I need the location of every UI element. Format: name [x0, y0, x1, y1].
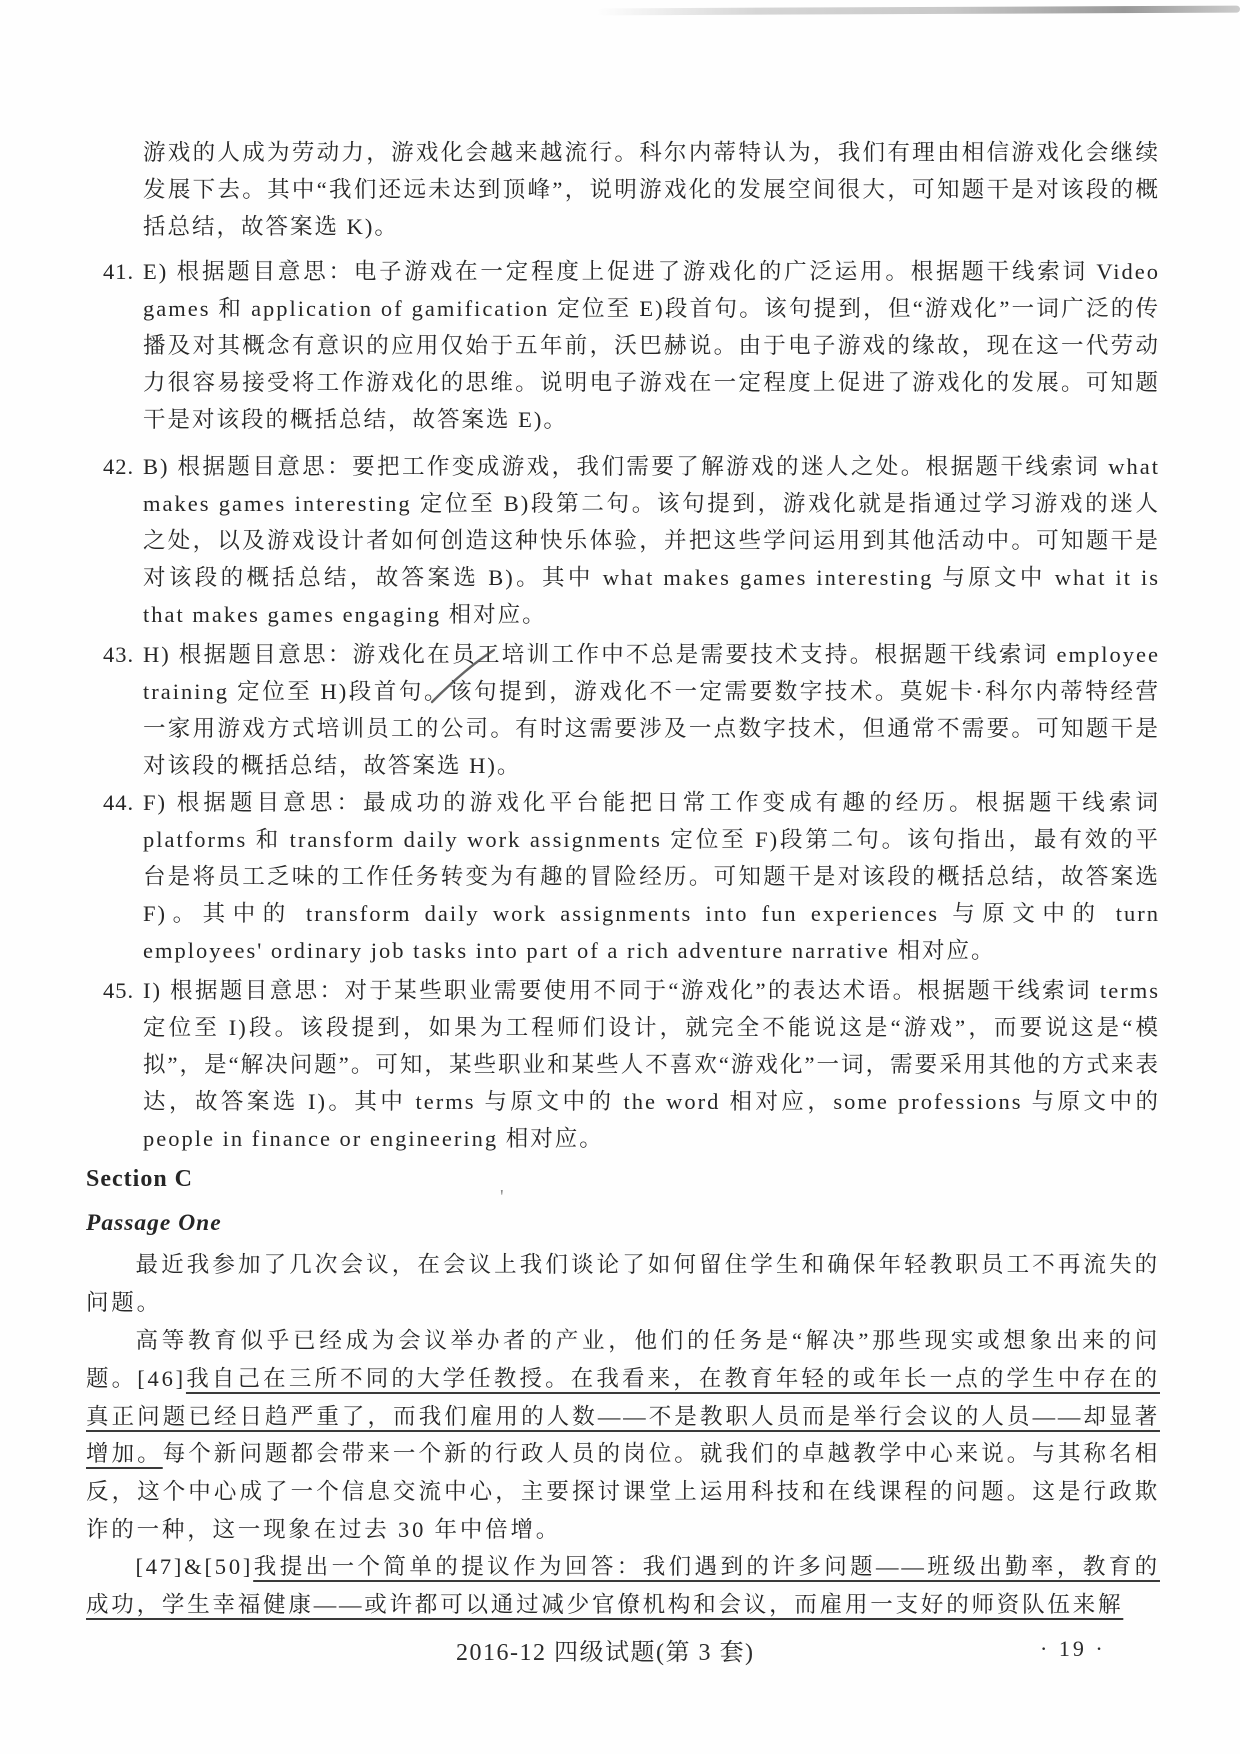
- item-explanation: E) 根据题目意思：电子游戏在一定程度上促进了游戏化的广泛运用。根据题干线索词 Video games 和 application of gamification 定位至 E)段首句。该句提到，但“游戏化”一词广泛的传播及对其概念有意识的应用仅始于五年前，沃巴赫说。由于电子游戏的缘故，现在这一代劳动力很容易接受将工作游戏化的思维。说明电子游戏在一定程度上促进了游戏化的发展。可知题干是对该段的概括总结，故答案选 E)。: [143, 259, 1160, 432]
- item-number: 43.: [103, 642, 135, 667]
- item-explanation: I) 根据题目意思：对于某些职业需要使用不同于“游戏化”的表达术语。根据题干线索词 terms 定位至 I)段。该段提到，如果为工程师们设计，就完全不能说这是“游戏”，而要说这是“模拟”，是“解决问题”。可知，某些职业和某些人不喜欢“游戏化”一词，需要采用其他的方式来表达，故答案选 I)。其中 terms 与原文中的 the word 相对应，some professions 与原文中的 people in finance or engineering 相对应。: [143, 978, 1160, 1151]
- answer-item-41: [103, 253, 1160, 438]
- item-explanation: F) 根据题目意思：最成功的游戏化平台能把日常工作变成有趣的经历。根据题干线索词 platforms 和 transform daily work assignments 定位至 F)段第二句。该句指出，最有效的平台是将员工乏味的工作任务转变为有趣的冒险经历。可知题干是对该段的概括总结，故答案选 F)。其中的 transform daily work assignments into fun experiences 与原文中的 turn employees' ordinary job tasks into part of a rich adventure narrative 相对应。: [143, 790, 1160, 963]
- scan-smudge-top: [596, 6, 1240, 16]
- question-ref-47-50: [47]&[50]: [135, 1554, 254, 1579]
- pen-mark: [418, 642, 504, 712]
- item-explanation: B) 根据题目意思：要把工作变成游戏，我们需要了解游戏的迷人之处。根据题干线索词 what makes games interesting 定位至 B)段第二句。该句提到，游戏化就是指通过学习游戏的迷人之处，以及游戏设计者如何创造这种快乐体验，并把这些学问运用到其他活动中。可知题干是对该段的概括总结，故答案选 B)。其中 what makes games interesting 与原文中 what it is that makes games engaging 相对应。: [143, 454, 1160, 627]
- footer-page-number: · 19 ·: [1040, 1636, 1106, 1661]
- item-explanation: H) 根据题目意思：游戏化在员工培训工作中不总是需要技术支持。根据题干线索词 employee training 定位至 H)段首句。该句提到，游戏化不一定需要数字技术。莫妮卡·科尔内蒂特经营一家用游戏方式培训员工的公司。有时这需要涉及一点数字技术，但通常不需要。可知题干是对该段的概括总结，故答案选 H)。: [143, 642, 1160, 778]
- item-number: 41.: [103, 259, 135, 284]
- item-number: 45.: [103, 978, 135, 1003]
- p2-lead-text: 高等教育似乎已经成为会议举办者的产业，他们的任务是“解决”那些现实或想象出来的问题。: [86, 1328, 1160, 1391]
- stray-mark: ': [500, 1186, 504, 1208]
- answer-list: [86, 253, 1160, 1157]
- item-number: 44.: [103, 790, 135, 815]
- section-c-heading: Section C: [86, 1166, 193, 1192]
- footer-booklet-title: 2016-12 四级试题(第 3 套): [456, 1640, 755, 1666]
- item-number: 42.: [103, 454, 135, 479]
- answer-key-block: [86, 134, 1160, 1157]
- passage-paragraph-3: [86, 1548, 1160, 1624]
- question-ref-46: [46]: [137, 1365, 186, 1391]
- passage-one-label: Passage One: [86, 1210, 222, 1236]
- answer-item-44: [103, 784, 1160, 969]
- answer-item-42: [103, 448, 1160, 633]
- p2-tail-text: 每个新问题都会带来一个新的行政人员的岗位。就我们的卓越教学中心来说。与其称名相反，这个中心成了一个信息交流中心，主要探讨课堂上运用科技和在线课程的问题。这是行政欺诈的一种，这一现象在过去 30 年中倍增。: [86, 1441, 1160, 1542]
- passage-paragraph-2: [86, 1322, 1160, 1549]
- answer-item-43: [103, 636, 1160, 784]
- answer-item-45: [103, 972, 1160, 1157]
- p3-underlined-text: 我提出一个简单的提议作为回答：我们遇到的许多问题——班级出勤率，教育的成功，学生幸福健康——或许都可以通过减少官僚机构和会议，而雇用一支好的师资队伍来解: [86, 1554, 1160, 1617]
- answer-40-continuation: 游戏的人成为劳动力，游戏化会越来越流行。科尔内蒂特认为，我们有理由相信游戏化会继续发展下去。其中“我们还远未达到顶峰”，说明游戏化的发展空间很大，可知题干是对该段的概括总结，故答案选 K)。: [143, 140, 1160, 239]
- passage-paragraph-1: 最近我参加了几次会议，在会议上我们谈论了如何留住学生和确保年轻教职员工不再流失的问题。: [86, 1252, 1160, 1315]
- p2-underlined-text: 我自己在三所不同的大学任教授。在我看来，在教育年轻的或年长一点的学生中存在的真正问题已经日趋严重了，而我们雇用的人数——不是教职人员而是举行会议的人员——却显著增加。: [86, 1365, 1160, 1467]
